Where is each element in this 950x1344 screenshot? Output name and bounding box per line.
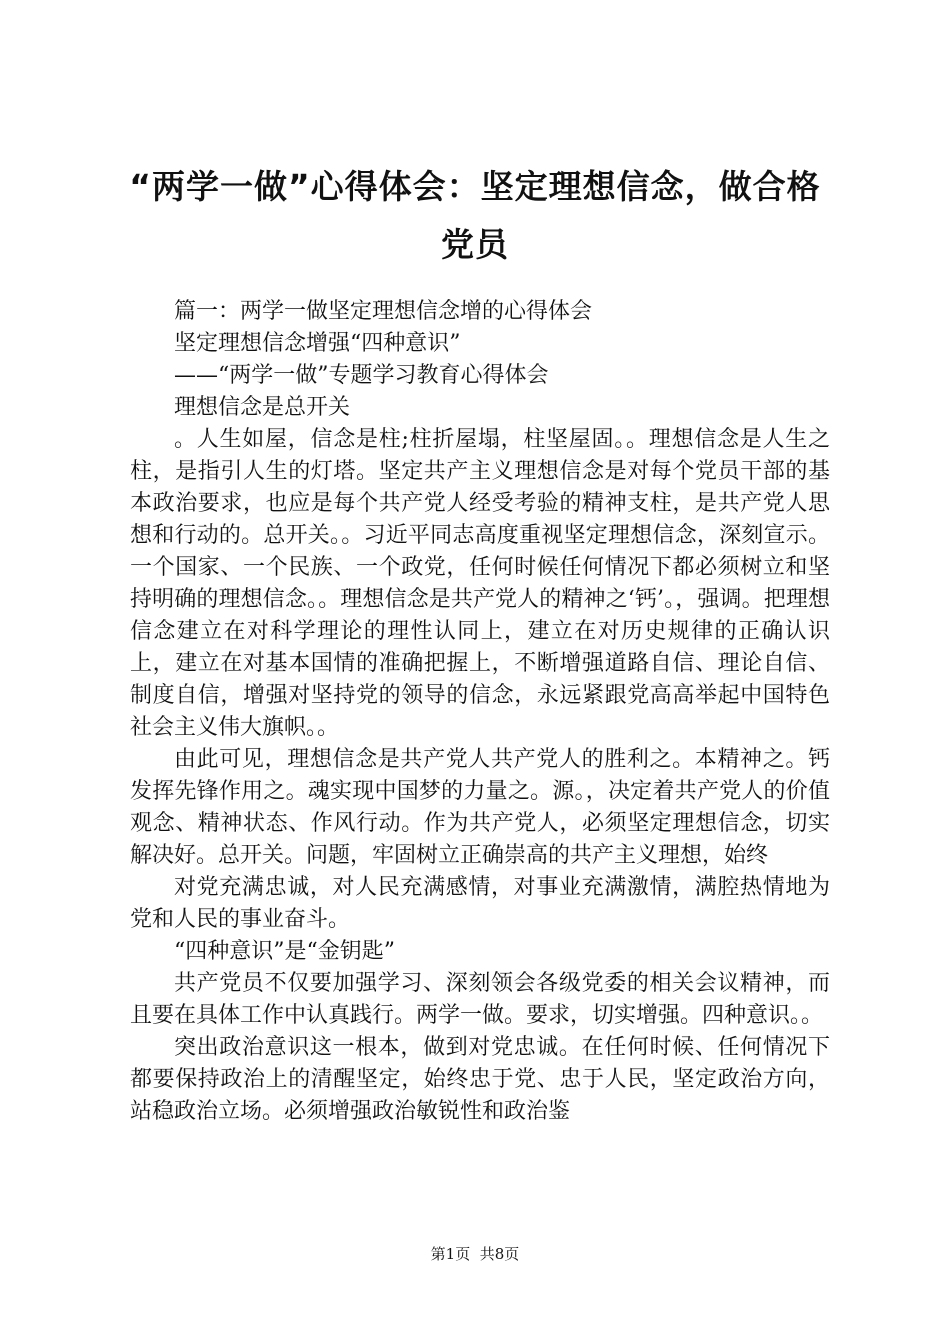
document-title: “两学一做”心得体会：坚定理想信念，做合格党员 (129, 167, 821, 264)
paragraph: 突出政治意识这一根本，做到对党忠诚。在任何时候、任何情况下都要保持政治上的清醒坚定，始终忠于党、忠于人民，坚定政治方向，站稳政治立场。必须增强政治敏锐性和政治鉴 (130, 1035, 830, 1124)
page-footer (0, 1244, 950, 1264)
paragraph: 由此可见，理想信念是共产党人共产党人的胜利之。本精神之。钙发挥先锋作用之。魂实现中国梦的力量之。源。，决定着共产党人的价值观念、精神状态、作风行动。作为共产党人，必须坚定理想信念，切实解决好。总开关。问题，牢固树立正确崇高的共产主义理想，始终 (130, 747, 830, 868)
document-body (130, 296, 830, 1128)
section-heading: “四种意识”是“金钥匙” (174, 939, 395, 964)
paragraph: 共产党员不仅要加强学习、深刻领会各级党委的相关会议精神，而且要在具体工作中认真践行。两学一做。要求，切实增强。四种意识。。 (130, 971, 830, 1028)
section-heading: 理想信念是总开关 (174, 395, 351, 420)
paragraph: 对党充满忠诚，对人民充满感情，对事业充满激情，满腔热情地为党和人民的事业奋斗。 (130, 875, 830, 932)
page-number: 第1页 (430, 1245, 471, 1263)
page-total: 共8页 (479, 1245, 520, 1263)
paragraph: ——“两学一做”专题学习教育心得体会 (174, 363, 549, 388)
paragraph: 坚定理想信念增强“四种意识” (174, 331, 461, 356)
paragraph: 。人生如屋，信念是柱;柱折屋塌，柱坚屋固。。理想信念是人生之柱，是指引人生的灯塔。坚定共产主义理想信念是对每个党员干部的基本政治要求，也应是每个共产党人经受考验的精神支柱，是共产党人思想和行动的。总开关。。习近平同志高度重视坚定理想信念，深刻宣示。一个国家、一个民族、一个政党，任何时候任何情况下都必须树立和坚持明确的理想信念。。理想信念是共产党人的精神之‘钙’。，强调。把理想信念建立在对科学理论的理性认同上，建立在对历史规律的正确认识上，建立在对基本国情的准确把握上，不断增强道路自信、理论自信、制度自信，增强对坚持党的领导的信念，永远紧跟党高高举起中国特色社会主义伟大旗帜。。 (130, 427, 830, 740)
paragraph: 篇一：两学一做坚定理想信念增的心得体会 (174, 299, 593, 324)
